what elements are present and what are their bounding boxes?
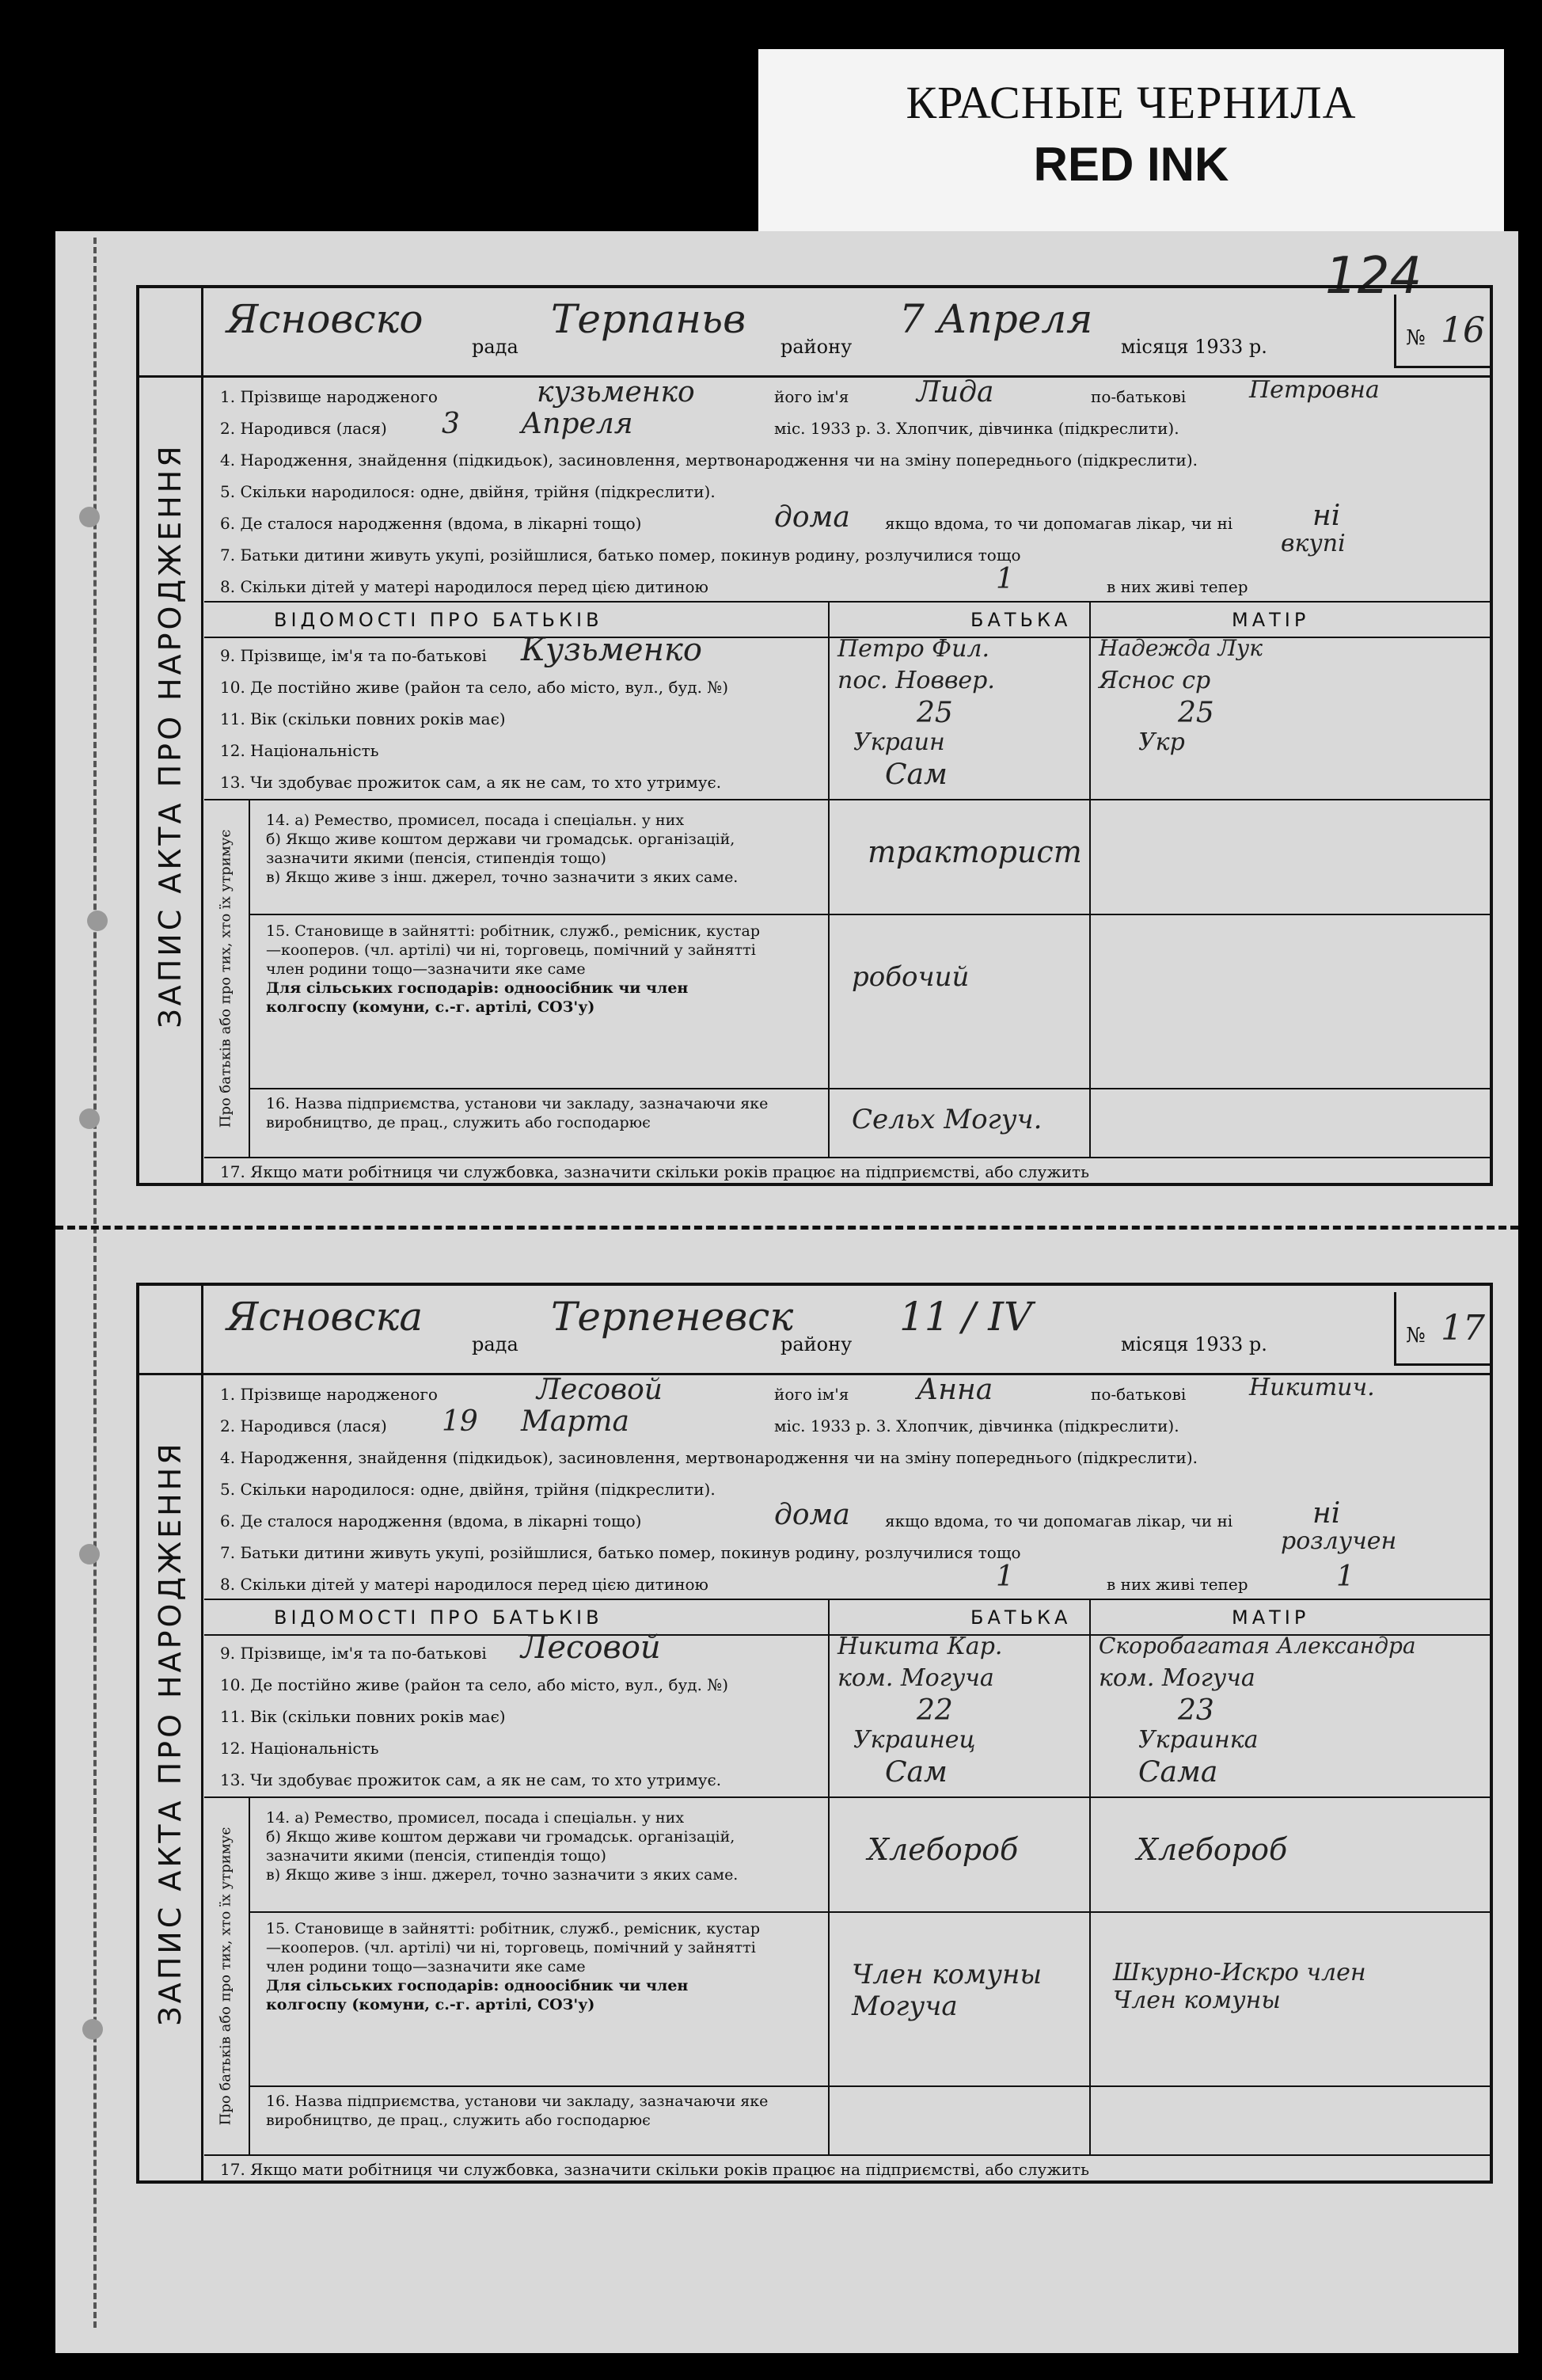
form-text: 9. Прізвище, ім'я та по-батькові xyxy=(220,1644,487,1663)
row-14 xyxy=(266,811,765,906)
binder-hole xyxy=(87,911,108,931)
born-day: 3 xyxy=(442,408,460,440)
raion: Терпеневск xyxy=(551,1294,794,1340)
row-12 xyxy=(204,1726,1490,1762)
form-text: Про батьків або про тих, хто їх утримує xyxy=(217,829,234,1128)
form-text: його ім'я xyxy=(774,387,849,406)
row-16 xyxy=(266,1094,773,1150)
surname: кузьменко xyxy=(537,376,695,409)
form-text: 2. Народився (лася) xyxy=(220,1416,387,1435)
form-text: б) Якщо живе коштом держави чи громадськ. організацій, зазначити якими (пенсія, стипендія тощо) xyxy=(266,1828,735,1865)
form-text: 7. Батьки дитини живуть укупі, розійшлися, батько помер, покинув родину, розлучилися тощо xyxy=(220,1543,1021,1562)
no-label: № xyxy=(1406,1324,1426,1348)
row-8 xyxy=(204,1561,1490,1600)
row-7 xyxy=(204,1527,1490,1567)
father-trade: тракторист xyxy=(868,835,1082,869)
mother-name: Надежда Лук xyxy=(1099,635,1263,661)
row-17 xyxy=(204,1154,1490,1186)
row-1 xyxy=(204,376,1490,411)
row-12 xyxy=(204,728,1490,765)
father-surname: Кузьменко xyxy=(521,632,702,668)
form-text: якщо вдома, то чи допомагав лікар, чи ні xyxy=(885,514,1233,533)
form-text: б) Якщо живе коштом держави чи громадськ. організацій, зазначити якими (пенсія, стипендія тощо) xyxy=(266,831,735,867)
father-address: пос. Новвер. xyxy=(837,667,995,694)
form-text: 13. Чи здобуває прожиток сам, а як не сам, то хто утримує. xyxy=(220,1770,722,1789)
form-text: 17. Якщо мати робітниця чи службовка, зазначити скільки років працює на підприємстві, або служить xyxy=(220,1162,1089,1181)
row-2 xyxy=(204,1405,1490,1440)
day-month: 11 / IV xyxy=(899,1294,1033,1340)
mother-trade: Хлебороб xyxy=(1137,1832,1288,1867)
form-text: Про батьків або про тих, хто їх утримує xyxy=(217,1827,234,2126)
binder-hole xyxy=(79,507,100,527)
form-text: по-батькові xyxy=(1091,387,1187,406)
form-text: 11. Вік (скільки повних років має) xyxy=(220,709,506,728)
father-header: БАТЬКА xyxy=(970,1606,1072,1629)
father-support: Сам xyxy=(885,1756,948,1789)
form-text: 17. Якщо мати робітниця чи службовка, зазначити скільки років працює на підприємстві, або служить xyxy=(220,2160,1089,2179)
mother-nationality: Укр xyxy=(1138,728,1185,756)
form-text: 12. Національність xyxy=(220,1739,379,1758)
row-15 xyxy=(266,1919,765,2078)
mother-age: 25 xyxy=(1178,697,1214,729)
label-en: RED INK xyxy=(1033,138,1229,191)
row-16 xyxy=(266,2092,773,2147)
form-text: в них живі тепер xyxy=(1107,1575,1248,1594)
father-address: ком. Могуча xyxy=(837,1664,994,1692)
form-text: його ім'я xyxy=(774,1385,849,1404)
children-alive: 1 xyxy=(1336,1561,1354,1593)
record-header xyxy=(139,1286,1490,1375)
form-text: по-батькові xyxy=(1091,1385,1187,1404)
day-month: 7 Апреля xyxy=(899,296,1093,342)
form-text: в) Якщо живе з інш. джерел, точно зазначити з яких саме. xyxy=(266,1866,739,1884)
doctor: ні xyxy=(1312,500,1341,532)
sub-side-title xyxy=(203,1798,250,2154)
doctor: ні xyxy=(1312,1497,1341,1530)
month-label: місяця 1933 р. xyxy=(1121,336,1267,358)
form-text: 2. Народився (лася) xyxy=(220,419,387,438)
row-15 xyxy=(266,922,765,1080)
parents-together: розлучен xyxy=(1281,1527,1397,1555)
page-number: 124 xyxy=(1325,247,1422,306)
first-name: Лида xyxy=(917,376,994,409)
village: Ясновска xyxy=(226,1294,423,1340)
mother-support: Сама xyxy=(1138,1756,1218,1789)
birth-record-16 xyxy=(136,285,1493,1186)
mother-status: Шкурно-Искро член Член комуны xyxy=(1113,1959,1366,2014)
raion-label: району xyxy=(780,1333,853,1355)
form-text: 7. Батьки дитини живуть укупі, розійшлися, батько помер, покинув родину, розлучилися тощо xyxy=(220,546,1021,565)
row-7 xyxy=(204,530,1490,569)
no-label: № xyxy=(1406,326,1426,350)
birth-place: дома xyxy=(774,1499,850,1531)
form-text: Для сільських господарів: одноосібник чи член колгоспу (комуни, с.-г. артілі, СОЗ'у) xyxy=(266,1977,689,2013)
father-surname: Лесовой xyxy=(521,1629,661,1666)
form-text: 11. Вік (скільки повних років має) xyxy=(220,1707,506,1726)
form-text: 5. Скільки народилося: одне, двійня, трійня (підкреслити). xyxy=(220,482,716,501)
cut-line xyxy=(55,1226,1518,1230)
row-8 xyxy=(204,563,1490,603)
row-11 xyxy=(204,697,1490,733)
form-text: міс. 1933 р. 3. Хлопчик, дівчинка (підкреслити). xyxy=(774,1416,1179,1435)
form-text: Для сільських господарів: одноосібник чи член колгоспу (комуни, с.-г. артілі, СОЗ'у) xyxy=(266,979,689,1016)
binder-hole xyxy=(82,2019,103,2040)
mother-age: 23 xyxy=(1178,1694,1214,1727)
rada-label: рада xyxy=(472,1333,518,1355)
parents-together: вкупі xyxy=(1281,530,1346,557)
form-text: 4. Народження, знайдення (підкидьок), засиновлення, мертвонародження чи на зміну попереднього (підкреслити). xyxy=(220,451,1198,470)
mother-address: Яснос ср xyxy=(1099,667,1211,694)
info-header: ВІДОМОСТІ ПРО БАТЬКІВ xyxy=(274,1606,603,1629)
form-text: 5. Скільки народилося: одне, двійня, трійня (підкреслити). xyxy=(220,1480,716,1499)
row-13 xyxy=(204,758,1490,797)
birth-record-17 xyxy=(136,1283,1493,2184)
form-text: 14. а) Ремество, промисел, посада і спеціальн. у них xyxy=(266,1809,685,1827)
form-text: 1. Прізвище народженого xyxy=(220,387,438,406)
row-17 xyxy=(204,2152,1490,2184)
binder-hole xyxy=(79,1544,100,1564)
side-title xyxy=(139,1286,203,2180)
first-name: Анна xyxy=(917,1374,993,1406)
form-text: 9. Прізвище, ім'я та по-батькові xyxy=(220,646,487,665)
form-text: 6. Де сталося народження (вдома, в лікарні тощо) xyxy=(220,514,642,533)
mother-nationality: Украинка xyxy=(1138,1726,1259,1754)
form-text: 14. а) Ремество, промисел, посада і спеціальн. у них xyxy=(266,812,685,829)
patronymic: Петровна xyxy=(1249,376,1380,404)
form-text: 8. Скільки дітей у матері народилося перед цією дитиною xyxy=(220,1575,708,1594)
father-nationality: Украинец xyxy=(853,1726,976,1754)
record-number-box xyxy=(1394,1292,1490,1366)
born-month: Марта xyxy=(521,1405,629,1438)
form-text: 16. Назва підприємства, установи чи закладу, зазначаючи яке виробництво, де прац., служить або господарює xyxy=(266,2093,769,2129)
form-text: 15. Становище в зайнятті: робітник, служб., ремісник, кустар—кооперов. (чл. артілі) чи ні, торговець, помічний у зайнятті член родини тощо—зазначити яке саме xyxy=(266,1920,761,1975)
form-text: 12. Національність xyxy=(220,741,379,760)
form-text: в) Якщо живе з інш. джерел, точно зазначити з яких саме. xyxy=(266,869,739,886)
birth-place: дома xyxy=(774,501,850,534)
father-enterprise: Сельх Могуч. xyxy=(852,1104,1043,1135)
form-text: 10. Де постійно живе (район та село, або місто, вул., буд. №) xyxy=(220,678,729,697)
mother-header: МАТІР xyxy=(1232,609,1310,631)
mother-name: Скоробагатая Александра xyxy=(1099,1633,1416,1659)
mother-header: МАТІР xyxy=(1232,1606,1310,1629)
form-text: ЗАПИС АКТА ПРО НАРОДЖЕННЯ xyxy=(153,1440,188,2026)
row-9 xyxy=(204,1629,1490,1667)
row-4 xyxy=(204,1440,1490,1472)
form-text: 8. Скільки дітей у матері народилося перед цією дитиною xyxy=(220,577,708,596)
form-text: якщо вдома, то чи допомагав лікар, чи ні xyxy=(885,1511,1233,1530)
month-label: місяця 1933 р. xyxy=(1121,1333,1267,1355)
record-number: 16 xyxy=(1441,310,1485,351)
red-ink-label xyxy=(758,49,1504,231)
form-text: 10. Де постійно живе (район та село, або місто, вул., буд. №) xyxy=(220,1675,729,1694)
row-11 xyxy=(204,1694,1490,1731)
record-number-box xyxy=(1394,295,1490,368)
record-header xyxy=(139,288,1490,378)
born-month: Апреля xyxy=(521,408,633,440)
side-title xyxy=(139,288,203,1183)
surname: Лесовой xyxy=(537,1374,663,1406)
info-header: ВІДОМОСТІ ПРО БАТЬКІВ xyxy=(274,609,603,631)
row-14 xyxy=(266,1808,765,1903)
row-13 xyxy=(204,1756,1490,1794)
form-text: міс. 1933 р. 3. Хлопчик, дівчинка (підкреслити). xyxy=(774,419,1179,438)
row-9 xyxy=(204,632,1490,670)
born-day: 19 xyxy=(442,1405,478,1438)
sub-side-title xyxy=(203,800,250,1157)
raion: Терпаньв xyxy=(551,296,746,342)
form-text: 15. Становище в зайнятті: робітник, служб., ремісник, кустар—кооперов. (чл. артілі) чи ні, торговець, помічний у зайнятті член родини тощо—зазначити яке саме xyxy=(266,922,761,978)
father-header: БАТЬКА xyxy=(970,609,1072,631)
form-text: 1. Прізвище народженого xyxy=(220,1385,438,1404)
label-ru: КРАСНЫЕ ЧЕРНИЛА xyxy=(906,77,1357,128)
row-10 xyxy=(204,1664,1490,1699)
record-number: 17 xyxy=(1441,1308,1485,1348)
father-status: робочий xyxy=(852,961,970,993)
father-status: Член комуны Могуча xyxy=(852,1959,1043,2022)
patronymic: Никитич. xyxy=(1249,1374,1375,1401)
form-text: в них живі тепер xyxy=(1107,577,1248,596)
father-first: Петро Фил. xyxy=(837,635,990,663)
rada-label: рада xyxy=(472,336,518,358)
father-age: 25 xyxy=(917,697,953,729)
row-2 xyxy=(204,408,1490,443)
raion-label: району xyxy=(780,336,853,358)
row-10 xyxy=(204,667,1490,701)
binder-hole xyxy=(79,1108,100,1129)
village: Ясновско xyxy=(226,296,423,342)
form-text: 13. Чи здобуває прожиток сам, а як не сам, то хто утримує. xyxy=(220,773,722,792)
father-first: Никита Кар. xyxy=(837,1633,1003,1660)
form-text: 4. Народження, знайдення (підкидьок), засиновлення, мертвонародження чи на зміну попереднього (підкреслити). xyxy=(220,1448,1198,1467)
fold-line xyxy=(93,238,97,2328)
form-text: 16. Назва підприємства, установи чи закладу, зазначаючи яке виробництво, де прац., служить або господарює xyxy=(266,1095,769,1131)
form-text: 6. Де сталося народження (вдома, в лікарні тощо) xyxy=(220,1511,642,1530)
father-nationality: Украин xyxy=(853,728,945,756)
row-1 xyxy=(204,1374,1490,1409)
father-support: Сам xyxy=(885,758,948,791)
father-trade: Хлебороб xyxy=(868,1832,1019,1867)
form-text: ЗАПИС АКТА ПРО НАРОДЖЕННЯ xyxy=(153,443,188,1028)
row-4 xyxy=(204,443,1490,474)
father-age: 22 xyxy=(917,1694,953,1727)
mother-address: ком. Могуча xyxy=(1099,1664,1255,1692)
children-before: 1 xyxy=(996,563,1014,595)
children-before: 1 xyxy=(996,1561,1014,1593)
